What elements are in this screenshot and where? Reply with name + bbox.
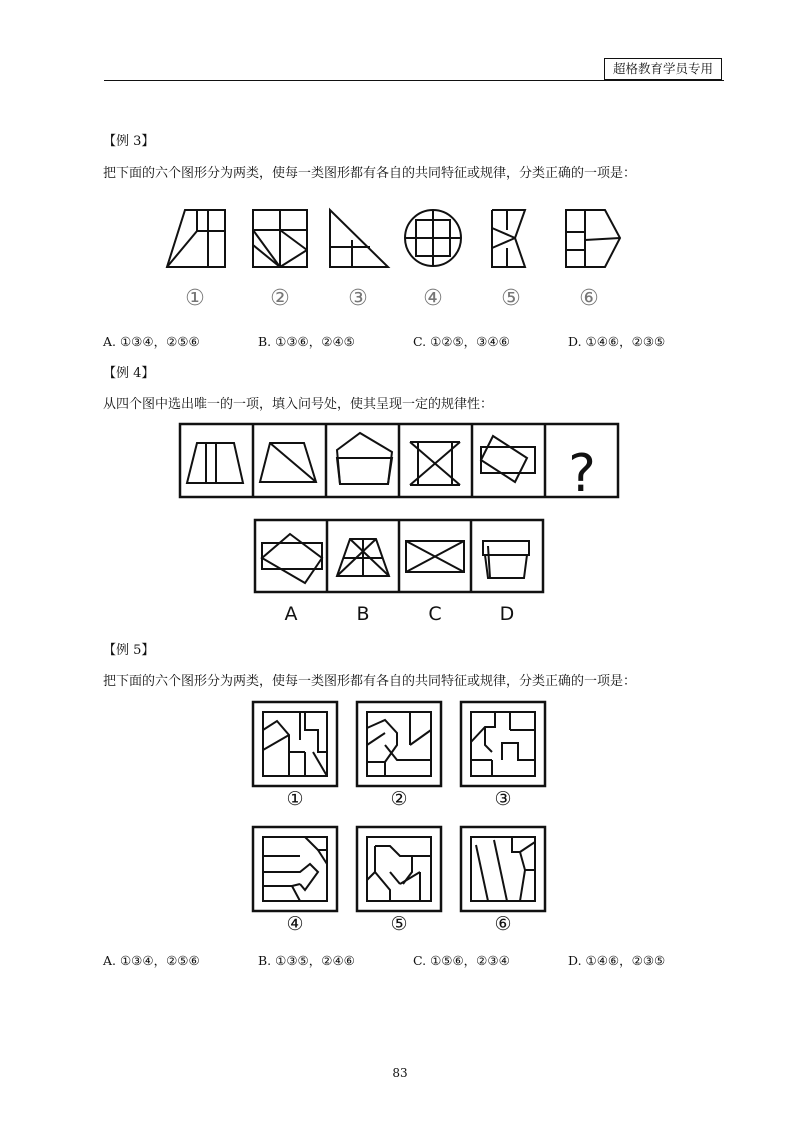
ex4-question-mark: ? xyxy=(568,444,596,504)
ex5-figure-4 xyxy=(263,837,327,901)
example3-question: 把下面的六个图形分为两类，使每一类图形都有各自的共同特征或规律，分类正确的一项是： xyxy=(103,166,637,181)
example5-question: 把下面的六个图形分为两类，使每一类图形都有各自的共同特征或规律，分类正确的一项是： xyxy=(103,674,637,689)
example3-option-b[interactable]: B. ①③⑥，②④⑤ xyxy=(258,334,355,349)
ex5-figure-label-6: ⑥ xyxy=(494,913,512,935)
ex3-figure-label-6: ⑥ xyxy=(579,286,599,311)
ex5-figure-2 xyxy=(367,712,431,776)
ex5-figure-5 xyxy=(367,846,431,901)
ex5-figure-3 xyxy=(471,712,535,776)
ex5-figure-label-3: ③ xyxy=(494,788,512,810)
example5-option-b[interactable]: B. ①③⑤，②④⑥ xyxy=(258,953,355,968)
example3-option-d[interactable]: D. ①④⑥，②③⑤ xyxy=(568,334,666,349)
example4-question: 从四个图中选出唯一的一项，填入问号处，使其呈现一定的规律性： xyxy=(103,397,494,412)
example3-option-c[interactable]: C. ①②⑤，③④⑥ xyxy=(413,334,510,349)
example5-option-c[interactable]: C. ①⑤⑥，②③④ xyxy=(413,953,510,968)
example3-option-a[interactable]: A. ①③④，②⑤⑥ xyxy=(103,334,200,349)
ex3-figure-label-1: ① xyxy=(185,286,205,311)
example5-option-a[interactable]: A. ①③④，②⑤⑥ xyxy=(103,953,200,968)
example5-title: 【例 5】 xyxy=(103,643,155,658)
ex5-figure-label-1: ① xyxy=(286,788,304,810)
ex5-figure-label-2: ② xyxy=(390,788,408,810)
ex4-choice-label-a[interactable]: A xyxy=(284,603,298,625)
ex5-figure-1 xyxy=(263,712,327,776)
ex4-choice-label-c[interactable]: C xyxy=(428,603,442,625)
ex4-choice-label-b[interactable]: B xyxy=(356,603,370,625)
ex5-figure-label-4: ④ xyxy=(286,913,304,935)
ex5-figure-label-5: ⑤ xyxy=(390,913,408,935)
example5-option-d[interactable]: D. ①④⑥，②③⑤ xyxy=(568,953,666,968)
ex4-choice-label-d[interactable]: D xyxy=(499,603,515,625)
ex3-figure-label-3: ③ xyxy=(348,286,368,311)
example3-title: 【例 3】 xyxy=(103,134,155,149)
page-number: 83 xyxy=(392,1066,408,1080)
ex3-figure-label-4: ④ xyxy=(423,286,443,311)
ex5-figure-6 xyxy=(476,837,535,901)
ex3-figure-label-2: ② xyxy=(270,286,290,311)
header-badge: 超格教育学员专用 xyxy=(604,58,722,80)
ex3-figure-label-5: ⑤ xyxy=(501,286,521,311)
example4-title: 【例 4】 xyxy=(103,366,155,381)
